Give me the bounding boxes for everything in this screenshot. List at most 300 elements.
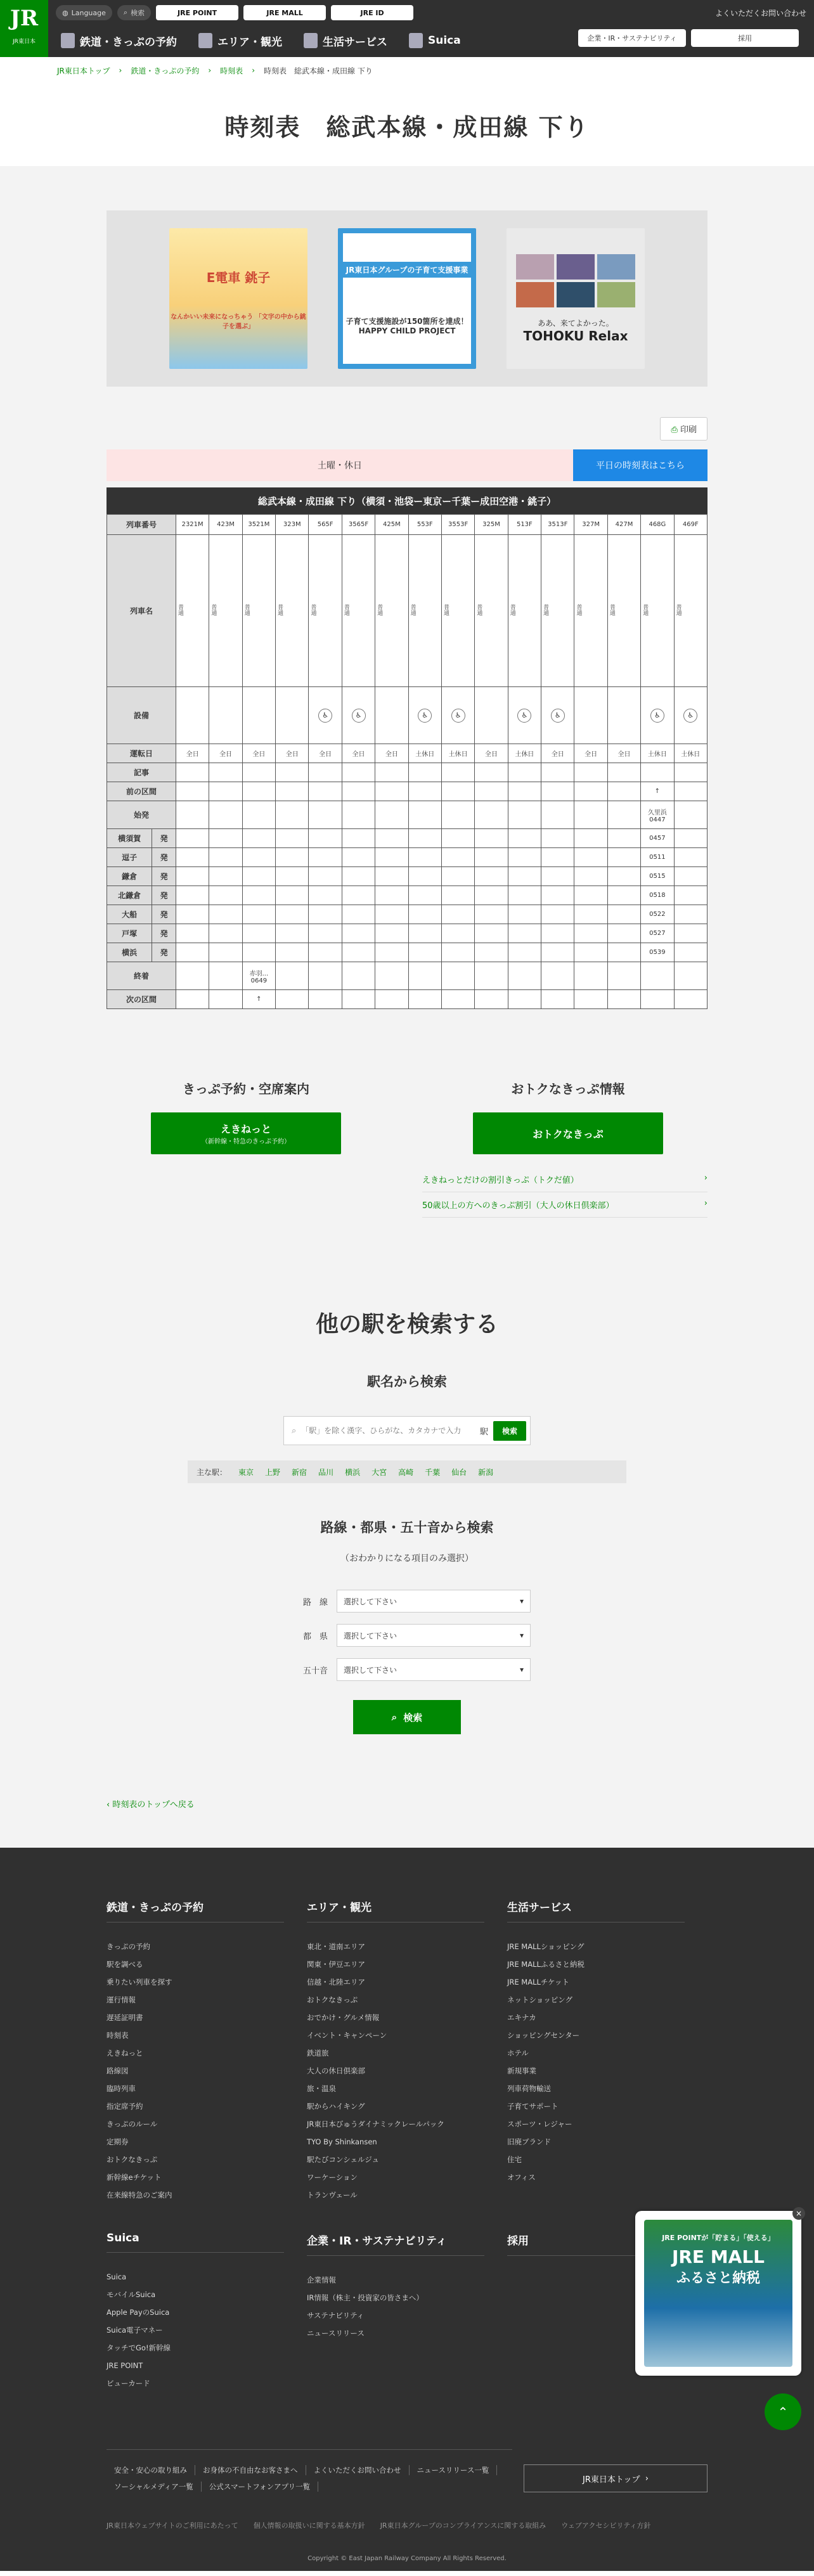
departure-time bbox=[574, 905, 607, 924]
departure-time bbox=[541, 886, 574, 905]
timetable-cell bbox=[276, 763, 309, 782]
footer-link[interactable]: 路線図 bbox=[107, 2066, 129, 2075]
timetable-cell[interactable]: 565F bbox=[309, 515, 342, 535]
timetable-cell: 全日 bbox=[475, 744, 508, 763]
timetable-cell bbox=[309, 962, 342, 990]
timetable-cell[interactable]: 323M bbox=[276, 515, 309, 535]
train-icon bbox=[61, 33, 75, 48]
timetable-cell[interactable]: 425M bbox=[375, 515, 408, 535]
accessible-icon: ♿ bbox=[650, 709, 664, 723]
footer-legal-link[interactable]: 安全・安心の取り組み bbox=[107, 2465, 195, 2475]
prefecture-select[interactable]: 選択して下さい ▾ bbox=[337, 1624, 531, 1647]
train-name: 普通 bbox=[176, 604, 183, 615]
footer-link[interactable]: JRE MALLふるさと納税 bbox=[507, 1960, 585, 1969]
timetable-cell bbox=[541, 763, 574, 782]
tab-weekday[interactable]: 平日の時刻表はこちら bbox=[573, 449, 707, 481]
footer-link[interactable]: Suica電子マネー bbox=[107, 2326, 163, 2334]
footer-link[interactable]: 大人の休日倶楽部 bbox=[307, 2066, 365, 2075]
timetable-cell bbox=[475, 962, 508, 990]
timetable-cell bbox=[475, 687, 508, 744]
timetable bbox=[107, 514, 707, 1009]
timetable-cell bbox=[342, 962, 375, 990]
accessible-icon: ♿ bbox=[318, 709, 332, 723]
timetable-cell bbox=[209, 782, 242, 801]
kana-select[interactable]: 選択して下さい ▾ bbox=[337, 1658, 531, 1681]
print-button[interactable]: ⎙ 印刷 bbox=[660, 417, 707, 441]
departure-time bbox=[508, 905, 541, 924]
timetable-cell bbox=[508, 990, 541, 1009]
train-name: 普通 bbox=[642, 604, 649, 615]
timetable-cell bbox=[309, 782, 342, 801]
departure-time bbox=[674, 905, 707, 924]
departure-time bbox=[441, 905, 474, 924]
departure-time bbox=[574, 829, 607, 848]
departure-time bbox=[309, 943, 342, 962]
timetable-cell: 土休日 bbox=[508, 744, 541, 763]
footer-link[interactable]: JRE MALLチケット bbox=[507, 1978, 569, 1987]
back-to-timetable-top[interactable]: ‹ 時刻表のトップへ戻る bbox=[107, 1800, 195, 1810]
departure-time bbox=[541, 848, 574, 867]
station-row bbox=[107, 829, 707, 848]
timetable-row bbox=[107, 962, 707, 990]
page-top-button[interactable] bbox=[765, 2393, 801, 2430]
timetable-cell bbox=[508, 782, 541, 801]
footer-column-title[interactable]: 採用 bbox=[507, 2232, 685, 2256]
departure-time bbox=[541, 829, 574, 848]
timetable-cell: 土休日 bbox=[674, 744, 707, 763]
timetable-cell bbox=[176, 687, 209, 744]
footer-link[interactable]: 乗りたい列車を探す bbox=[107, 1978, 172, 1987]
footer-column bbox=[107, 2232, 307, 2392]
timetable-cell bbox=[342, 763, 375, 782]
main-station-link[interactable]: 東京 bbox=[238, 1467, 254, 1477]
timetable-cell[interactable]: 3521M bbox=[242, 515, 275, 535]
search-icon: ⌕ bbox=[123, 8, 128, 16]
footer-link[interactable]: タッチでGo!新幹線 bbox=[107, 2343, 171, 2352]
timetable-cell bbox=[541, 687, 574, 744]
timetable-cell[interactable]: 2321M bbox=[176, 515, 209, 535]
row-label: 終着 bbox=[107, 962, 176, 990]
timetable-cell[interactable]: 468G bbox=[641, 515, 674, 535]
row-label: 始発 bbox=[107, 801, 176, 829]
footer-link[interactable]: おトクなきっぷ bbox=[307, 1995, 358, 2004]
timetable-cell[interactable]: 3513F bbox=[541, 515, 574, 535]
departure-time bbox=[607, 829, 640, 848]
search-button[interactable]: ⌕ 検索 bbox=[117, 5, 151, 20]
departure-time bbox=[176, 924, 209, 943]
main-station-link[interactable]: 上野 bbox=[265, 1467, 281, 1477]
close-icon[interactable]: × bbox=[792, 2207, 805, 2220]
timetable-cell bbox=[375, 535, 408, 687]
timetable-row bbox=[107, 515, 707, 535]
footer-link[interactable]: JRE MALLショッピング bbox=[507, 1942, 585, 1951]
map-icon bbox=[198, 33, 212, 48]
footer-link[interactable]: 列車荷物輸送 bbox=[507, 2084, 551, 2093]
footer-link[interactable]: ショッピングセンター bbox=[507, 2031, 580, 2040]
footer-link[interactable]: ワーケーション bbox=[307, 2173, 358, 2182]
timetable-cell bbox=[574, 763, 607, 782]
timetable-row bbox=[107, 687, 707, 744]
footer-link[interactable]: 住宅 bbox=[507, 2155, 522, 2164]
breadcrumb: JR東日本トップ › 鉄道・きっぷの予約 › 時刻表 › 時刻表 総武本線・成田線 下り bbox=[0, 57, 814, 84]
footer-link[interactable]: 在来線特急のご案内 bbox=[107, 2191, 172, 2199]
departure-time bbox=[176, 943, 209, 962]
main-station-link[interactable]: 品川 bbox=[318, 1467, 334, 1477]
departure-time: 0457 bbox=[641, 829, 674, 848]
timetable-cell bbox=[574, 535, 607, 687]
breadcrumb-top[interactable]: JR東日本トップ bbox=[57, 66, 110, 75]
footer-legal-link[interactable]: 公式スマートフォンアプリ一覧 bbox=[202, 2482, 318, 2492]
nav-rail-ticket[interactable]: 鉄道・きっぷの予約 bbox=[61, 33, 177, 49]
jr-east-top-button[interactable]: JR東日本トップ › bbox=[524, 2464, 707, 2492]
footer-policy-link[interactable]: JR東日本グループのコンプライアンスに関する取組み bbox=[380, 2521, 546, 2530]
footer-column-title[interactable]: 鉄道・きっぷの予約 bbox=[107, 1898, 284, 1922]
departure-time bbox=[276, 905, 309, 924]
timetable-cell[interactable]: 513F bbox=[508, 515, 541, 535]
timetable-cell bbox=[508, 801, 541, 829]
timetable-cell[interactable]: 553F bbox=[408, 515, 441, 535]
main-station-link[interactable]: 新潟 bbox=[478, 1467, 494, 1477]
banner-area bbox=[107, 210, 707, 387]
footer-link[interactable]: モバイルSuica bbox=[107, 2290, 156, 2299]
faq-link[interactable]: よくいただくお問い合わせ bbox=[714, 9, 806, 18]
departure-time bbox=[475, 943, 508, 962]
footer-link[interactable]: エキナカ bbox=[507, 2013, 536, 2022]
train-name: 普通 bbox=[608, 604, 615, 615]
timetable-cell[interactable]: 327M bbox=[574, 515, 607, 535]
main-station-link[interactable]: 仙台 bbox=[451, 1467, 467, 1477]
departure-time bbox=[475, 886, 508, 905]
footer-link[interactable]: スポーツ・レジャー bbox=[507, 2120, 572, 2128]
departure-time bbox=[276, 867, 309, 886]
station-search-box: ⌕ 「駅」を除く漢字、ひらがな、カタカナで入力 駅 検索 bbox=[283, 1416, 531, 1445]
banner-tohoku[interactable]: ああ、来てよかった。 TOHOKU Relax bbox=[507, 228, 645, 369]
timetable-cell[interactable]: 3553F bbox=[441, 515, 474, 535]
timetable-cell bbox=[508, 962, 541, 990]
timetable-cell bbox=[176, 962, 209, 990]
timetable-cell bbox=[342, 801, 375, 829]
timetable-cell: 全日 bbox=[541, 744, 574, 763]
departure-time bbox=[242, 867, 275, 886]
language-button[interactable]: ◍ Language bbox=[56, 5, 112, 20]
timetable-cell bbox=[342, 687, 375, 744]
timetable-cell bbox=[475, 763, 508, 782]
footer-link[interactable]: えきねっと bbox=[107, 2049, 143, 2058]
departure-time bbox=[209, 943, 242, 962]
jre-mall-furusato-popup[interactable]: × JRE POINTが「貯まる」「使える」 JRE MALL ふるさと納税 bbox=[635, 2211, 801, 2376]
footer-legal-link[interactable]: お身体の不自由なお客さまへ bbox=[195, 2465, 306, 2475]
train-name: 普通 bbox=[442, 604, 449, 615]
footer-link[interactable]: JR東日本びゅうダイナミックレールパック bbox=[307, 2120, 444, 2128]
footer-link[interactable]: 運行情報 bbox=[107, 1995, 136, 2004]
station-name: 逗子 bbox=[107, 848, 152, 867]
departure-time bbox=[276, 886, 309, 905]
departure-time bbox=[441, 886, 474, 905]
deal-link-tokudane[interactable]: えきねっとだけの割引きっぷ（トクだ値） › bbox=[422, 1167, 707, 1192]
footer-policy-link[interactable]: JR東日本ウェブサイトのご利用にあたって bbox=[107, 2521, 238, 2530]
timetable-cell bbox=[176, 535, 209, 687]
departure-time bbox=[342, 867, 375, 886]
timetable-cell bbox=[441, 687, 474, 744]
site-footer bbox=[0, 1848, 814, 2571]
timetable-title: 総武本線・成田線 下り（横須・池袋ー東京ー千葉ー成田空港・銚子） bbox=[107, 487, 707, 514]
footer-legal-link[interactable]: よくいただくお問い合わせ bbox=[306, 2465, 410, 2475]
timetable-cell: 全日 bbox=[209, 744, 242, 763]
departure-time bbox=[242, 924, 275, 943]
footer-link[interactable]: 遅延証明書 bbox=[107, 2013, 143, 2022]
timetable-cell bbox=[375, 801, 408, 829]
suica-icon bbox=[409, 33, 423, 48]
train-name: 普通 bbox=[376, 604, 383, 615]
train-name: 普通 bbox=[542, 604, 549, 615]
train-name: 普通 bbox=[409, 604, 416, 615]
timetable-cell bbox=[674, 535, 707, 687]
departure-time bbox=[508, 848, 541, 867]
departure-time bbox=[242, 886, 275, 905]
footer-link[interactable]: きっぷのルール bbox=[107, 2120, 158, 2128]
copyright: Copyright © East Japan Railway Company All Rights Reserved. bbox=[307, 2555, 507, 2562]
footer-link[interactable]: おでかけ・グルメ情報 bbox=[307, 2013, 380, 2022]
footer-link[interactable]: 企業情報 bbox=[307, 2276, 336, 2284]
footer-link[interactable]: トランヴェール bbox=[307, 2191, 358, 2199]
departure-time bbox=[209, 848, 242, 867]
departure-time bbox=[441, 848, 474, 867]
footer-link[interactable]: TYO By Shinkansen bbox=[307, 2137, 377, 2146]
departure-time bbox=[607, 886, 640, 905]
footer-link[interactable]: ネットショッピング bbox=[507, 1995, 573, 2004]
nav-life-service[interactable]: 生活サービス bbox=[304, 33, 387, 49]
departure-time bbox=[674, 886, 707, 905]
footer-link-list bbox=[307, 1938, 507, 2204]
station-name: 横須賀 bbox=[107, 829, 152, 848]
departure-time bbox=[574, 848, 607, 867]
reservation-title: きっぷ予約・空席案内 bbox=[183, 1081, 309, 1097]
timetable-cell bbox=[209, 990, 242, 1009]
timetable-cell bbox=[541, 801, 574, 829]
station-search-button[interactable]: 検索 bbox=[493, 1421, 526, 1441]
departure-time bbox=[375, 848, 408, 867]
footer-link[interactable]: IR情報（株主・投資家の皆さまへ） bbox=[307, 2293, 423, 2302]
station-search-input[interactable] bbox=[301, 1426, 475, 1435]
departure-time bbox=[309, 867, 342, 886]
timetable-cell bbox=[607, 763, 640, 782]
footer-link[interactable]: 旧廃ブランド bbox=[507, 2137, 551, 2146]
main-station-link[interactable]: 高崎 bbox=[398, 1467, 414, 1477]
footer-legal-link[interactable]: ソーシャルメディア一覧 bbox=[107, 2482, 202, 2492]
banner-choshi[interactable]: E電車 銚子 なんかいい未来になっちゃう 「文字の中から銚子を選ぶ」 bbox=[169, 228, 307, 369]
timetable-cell bbox=[309, 990, 342, 1009]
footer-column-title[interactable]: 企業・IR・サステナビリティ bbox=[307, 2232, 484, 2256]
footer-link[interactable]: Apple PayのSuica bbox=[107, 2308, 170, 2317]
footer-link[interactable]: 関東・伊豆エリア bbox=[307, 1960, 365, 1969]
footer-column bbox=[107, 1898, 307, 2204]
footer-column-title[interactable]: Suica bbox=[107, 2232, 284, 2253]
timetable-cell bbox=[574, 990, 607, 1009]
departure-time bbox=[541, 943, 574, 962]
corporate-button[interactable]: 企業・IR・サステナビリティ bbox=[578, 29, 686, 47]
recruit-button[interactable]: 採用 bbox=[691, 29, 799, 47]
timetable-cell bbox=[508, 535, 541, 687]
departure-time bbox=[309, 924, 342, 943]
departure-time bbox=[176, 848, 209, 867]
footer-link[interactable]: 駅たびコンシェルジュ bbox=[307, 2155, 379, 2164]
timetable-cell bbox=[209, 687, 242, 744]
breadcrumb-current: 時刻表 総武本線・成田線 下り bbox=[264, 66, 373, 75]
footer-legal-link[interactable]: ニュースリリース一覧 bbox=[410, 2465, 498, 2475]
train-name: 普通 bbox=[309, 604, 316, 615]
timetable-cell bbox=[441, 782, 474, 801]
footer-link[interactable]: 駅を調べる bbox=[107, 1960, 143, 1969]
timetable-cell bbox=[209, 763, 242, 782]
timetable-cell bbox=[408, 782, 441, 801]
departure-time bbox=[309, 829, 342, 848]
footer-link[interactable]: 子育てサポート bbox=[507, 2102, 559, 2111]
main-station-link[interactable]: 新宿 bbox=[292, 1467, 307, 1477]
footer-link[interactable]: 新幹線eチケット bbox=[107, 2173, 162, 2182]
search-title: 他の駅を検索する bbox=[315, 1311, 498, 1337]
footer-link[interactable]: サステナビリティ bbox=[307, 2311, 365, 2320]
departure-time bbox=[607, 867, 640, 886]
footer-link[interactable]: 信越・北陸エリア bbox=[307, 1978, 365, 1987]
footer-link[interactable]: 駅からハイキング bbox=[307, 2102, 365, 2111]
timetable-cell bbox=[242, 687, 275, 744]
jre-id-button[interactable]: JRE ID bbox=[331, 5, 413, 20]
departure-time bbox=[674, 943, 707, 962]
station-row bbox=[107, 905, 707, 924]
timetable-cell bbox=[375, 782, 408, 801]
breadcrumb-timetable[interactable]: 時刻表 bbox=[220, 66, 243, 75]
footer-policy-link[interactable]: 個人情報の取扱いに関する基本方針 bbox=[253, 2521, 365, 2530]
timetable-cell[interactable]: 469F bbox=[674, 515, 707, 535]
footer-link[interactable]: イベント・キャンペーン bbox=[307, 2031, 387, 2040]
banner-childcare[interactable]: JR東日本グループの子育て支援事業 子育て支援施設が150箇所を達成！ HAPPY CHILD PROJECT bbox=[338, 228, 476, 369]
main-station-link[interactable]: 大宮 bbox=[371, 1467, 387, 1477]
timetable-cell: 久里浜 0447 bbox=[641, 801, 674, 829]
timetable-cell[interactable]: 3565F bbox=[342, 515, 375, 535]
row-label: 前の区間 bbox=[107, 782, 176, 801]
timetable-cell bbox=[276, 801, 309, 829]
footer-link[interactable]: 臨時列車 bbox=[107, 2084, 136, 2093]
timetable-cell: ↑ bbox=[641, 782, 674, 801]
timetable-cell: 全日 bbox=[309, 744, 342, 763]
footer-column-title[interactable]: 生活サービス bbox=[507, 1898, 685, 1922]
nav-suica[interactable]: Suica bbox=[409, 33, 461, 48]
departure-time: 0527 bbox=[641, 924, 674, 943]
ekinet-button[interactable]: えきねっと （新幹線・特急のきっぷ予約） bbox=[151, 1112, 341, 1154]
footer-link[interactable]: ホテル bbox=[507, 2049, 529, 2058]
timetable-cell bbox=[441, 962, 474, 990]
departure-time bbox=[574, 886, 607, 905]
footer-link[interactable]: JRE POINT bbox=[107, 2361, 143, 2370]
deal-link-otona[interactable]: 50歳以上の方へのきっぷ割引（大人の休日倶楽部） › bbox=[422, 1192, 707, 1218]
tab-holiday[interactable]: 土曜・休日 bbox=[107, 449, 573, 481]
main-station-link[interactable]: 千葉 bbox=[425, 1467, 441, 1477]
footer-link[interactable]: きっぷの予約 bbox=[107, 1942, 150, 1951]
deals-button[interactable]: おトクなきっぷ bbox=[473, 1112, 663, 1154]
departure-time bbox=[209, 905, 242, 924]
station-name: 北鎌倉 bbox=[107, 886, 152, 905]
breadcrumb-rail[interactable]: 鉄道・きっぷの予約 bbox=[131, 66, 200, 75]
station-name: 鎌倉 bbox=[107, 867, 152, 886]
jre-mall-button[interactable]: JRE MALL bbox=[243, 5, 326, 20]
chevron-down-icon: ▾ bbox=[519, 1597, 524, 1606]
jr-east-logo[interactable]: JR JR東日本 bbox=[0, 0, 48, 57]
footer-link[interactable]: ビューカード bbox=[107, 2379, 150, 2388]
timetable-cell[interactable]: 423M bbox=[209, 515, 242, 535]
departure-time bbox=[475, 867, 508, 886]
footer-link[interactable]: オフィス bbox=[507, 2173, 536, 2182]
footer-link[interactable]: ニュースリリース bbox=[307, 2329, 365, 2338]
timetable-cell bbox=[674, 801, 707, 829]
main-station-link[interactable]: 横浜 bbox=[345, 1467, 361, 1477]
timetable-cell[interactable]: 325M bbox=[475, 515, 508, 535]
timetable-cell bbox=[674, 763, 707, 782]
footer-link[interactable]: おトクなきっぷ bbox=[107, 2155, 158, 2164]
chevron-down-icon: ▾ bbox=[519, 1631, 524, 1640]
timetable-cell[interactable]: 427M bbox=[607, 515, 640, 535]
timetable-cell bbox=[176, 782, 209, 801]
departure-time bbox=[242, 848, 275, 867]
departure-time bbox=[375, 867, 408, 886]
departure-time bbox=[574, 924, 607, 943]
timetable-cell bbox=[309, 763, 342, 782]
timetable-cell bbox=[375, 962, 408, 990]
departure-time bbox=[674, 829, 707, 848]
timetable-cell bbox=[607, 990, 640, 1009]
site-header bbox=[0, 0, 814, 57]
departure-time bbox=[475, 829, 508, 848]
chevron-down-icon: ▾ bbox=[519, 1665, 524, 1674]
timetable-cell bbox=[209, 535, 242, 687]
departure-time bbox=[309, 848, 342, 867]
footer-column-title[interactable]: エリア・観光 bbox=[307, 1898, 484, 1922]
timetable-row bbox=[107, 744, 707, 763]
timetable-cell bbox=[607, 962, 640, 990]
footer-policy-link[interactable]: ウェブアクセシビリティ方針 bbox=[561, 2521, 651, 2530]
departure-time bbox=[607, 924, 640, 943]
timetable-cell bbox=[607, 782, 640, 801]
footer-link[interactable]: 時刻表 bbox=[107, 2031, 129, 2040]
timetable-cell bbox=[641, 687, 674, 744]
timetable-cell bbox=[375, 763, 408, 782]
timetable-cell bbox=[375, 990, 408, 1009]
timetable-cell bbox=[176, 763, 209, 782]
footer-link[interactable]: 指定席予約 bbox=[107, 2102, 143, 2111]
departure-time bbox=[276, 848, 309, 867]
departure-time bbox=[408, 829, 441, 848]
departure-time bbox=[342, 924, 375, 943]
nav-area-travel[interactable]: エリア・観光 bbox=[198, 33, 282, 49]
timetable-cell bbox=[276, 962, 309, 990]
departure-time bbox=[276, 829, 309, 848]
timetable-cell bbox=[242, 763, 275, 782]
timetable-cell bbox=[475, 782, 508, 801]
footer-link[interactable]: 新規事業 bbox=[507, 2066, 536, 2075]
footer-link[interactable]: Suica bbox=[107, 2272, 127, 2281]
line-search-button[interactable]: ⌕ 検索 bbox=[353, 1700, 461, 1734]
jre-point-button[interactable]: JRE POINT bbox=[156, 5, 238, 20]
footer-link[interactable]: 旅・温泉 bbox=[307, 2084, 336, 2093]
timetable-cell: 赤羽... 0649 bbox=[242, 962, 275, 990]
footer-link[interactable]: 鉄道旅 bbox=[307, 2049, 329, 2058]
timetable-cell: ↑ bbox=[242, 990, 275, 1009]
footer-link[interactable]: 定期券 bbox=[107, 2137, 129, 2146]
departure-time bbox=[508, 867, 541, 886]
departure-time bbox=[508, 829, 541, 848]
timetable-cell bbox=[242, 535, 275, 687]
line-select[interactable]: 選択して下さい ▾ bbox=[337, 1590, 531, 1613]
footer-link[interactable]: 東北・道南エリア bbox=[307, 1942, 365, 1951]
